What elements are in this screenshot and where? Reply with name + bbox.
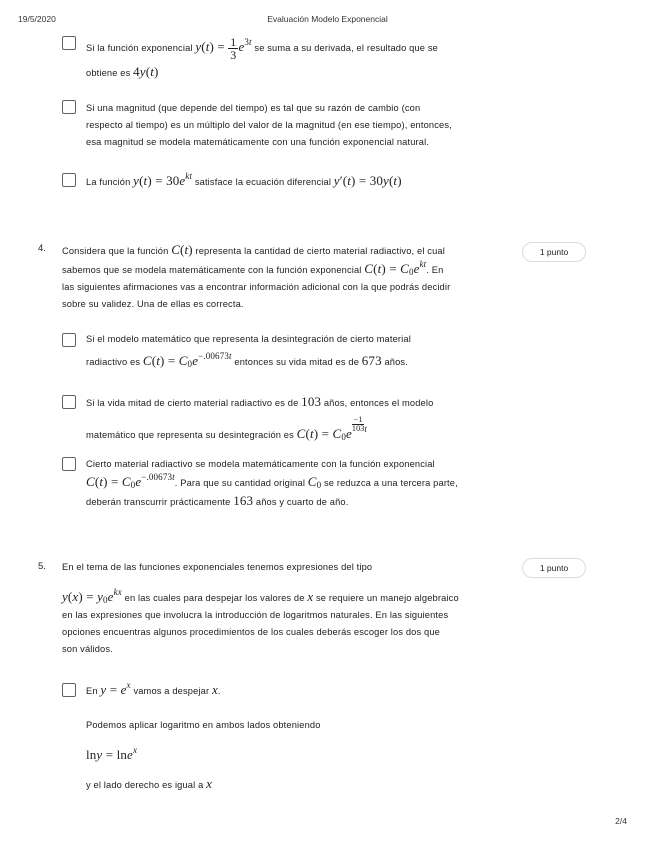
option-checkbox[interactable] [62,683,76,697]
option-text: Si la función exponencial y(t) = $\frac{1}{3}$ $e^{3t}$ se suma a su derivada, el resultado que se obtiene es 4y(t) [86,35,438,79]
question-text: Considera que la función C(t) representa la cantidad de cierto material radiactivo, el cual sabemos que se modela matemáticamente con la función exponencial $C(t) = C_0e^{kt}$. En las siguientes afirmaciones vas a encontrar información adicional con la que podrás decidir sobre su validez. Una de ellas es correcta. [62,242,451,309]
option-text: La función $y(t) = 30e^{kt}$ satisface la ecuación diferencial y′(t) = 30y(t) [86,171,402,188]
option-checkbox[interactable] [62,395,76,409]
half-life-value: 673 [361,353,382,368]
option-checkbox[interactable] [62,333,76,347]
option-checkbox[interactable] [62,173,76,187]
points-badge: 1 punto [522,558,586,578]
question-text: En el tema de las funciones exponenciales tenemos expresiones del tipo $y(x) = y_0e^{kx}$ en las cuales para despejar los valores de x se requiere un manejo algebraico en las expresiones que involucra la introducción de logaritmos naturales. En las siguientes opciones encuentras algunos procedimientos de los cuales deberás escoger los dos que son válidos. [62,562,459,654]
question-number: 4. [38,243,46,254]
option-text: En $y = e^x$ vamos a despejar x. Podemos aplicar logaritmo en ambos lados obteniendo lny = lne$^x$ y el lado derecho es igual a x [86,680,321,791]
option-text: Si la vida mitad de cierto material radiactivo es de 103 años, entonces el modelo matemático que representa su desintegración es $C(t) = C_0e$ $\frac{-1}{103}$ $^t$ [86,394,434,442]
document-title: Evaluación Modelo Exponencial [267,14,388,24]
print-date: 19/5/2020 [18,14,56,24]
question-number: 5. [38,561,46,572]
option-text: Si una magnitud (que depende del tiempo) es tal que su razón de cambio (con respecto al tiempo) es un múltiplo del valor de la magnitud (en ese tiempo), entonces, esa magnitud se modela matemáticamente con una función exponencial natural. [86,103,452,147]
points-badge: 1 punto [522,242,586,262]
option-checkbox[interactable] [62,457,76,471]
option-checkbox[interactable] [62,100,76,114]
option-text: Si el modelo matemático que representa la desintegración de cierto material radiactivo es $C(t) = C_0e^{-.00673t}$ entonces su vida mitad es de 673 años. [86,334,411,369]
option-checkbox[interactable] [62,36,76,50]
option-text: Cierto material radiactivo se modela matemáticamente con la función exponencial $C(t) = C_0e^{-.00673t}$. Para que su cantidad original $C_0$ se reduzca a una tercera parte, deberán transcurrir prácticamente 163 años y cuarto de año. [86,459,458,508]
page-number: 2/4 [615,816,627,826]
